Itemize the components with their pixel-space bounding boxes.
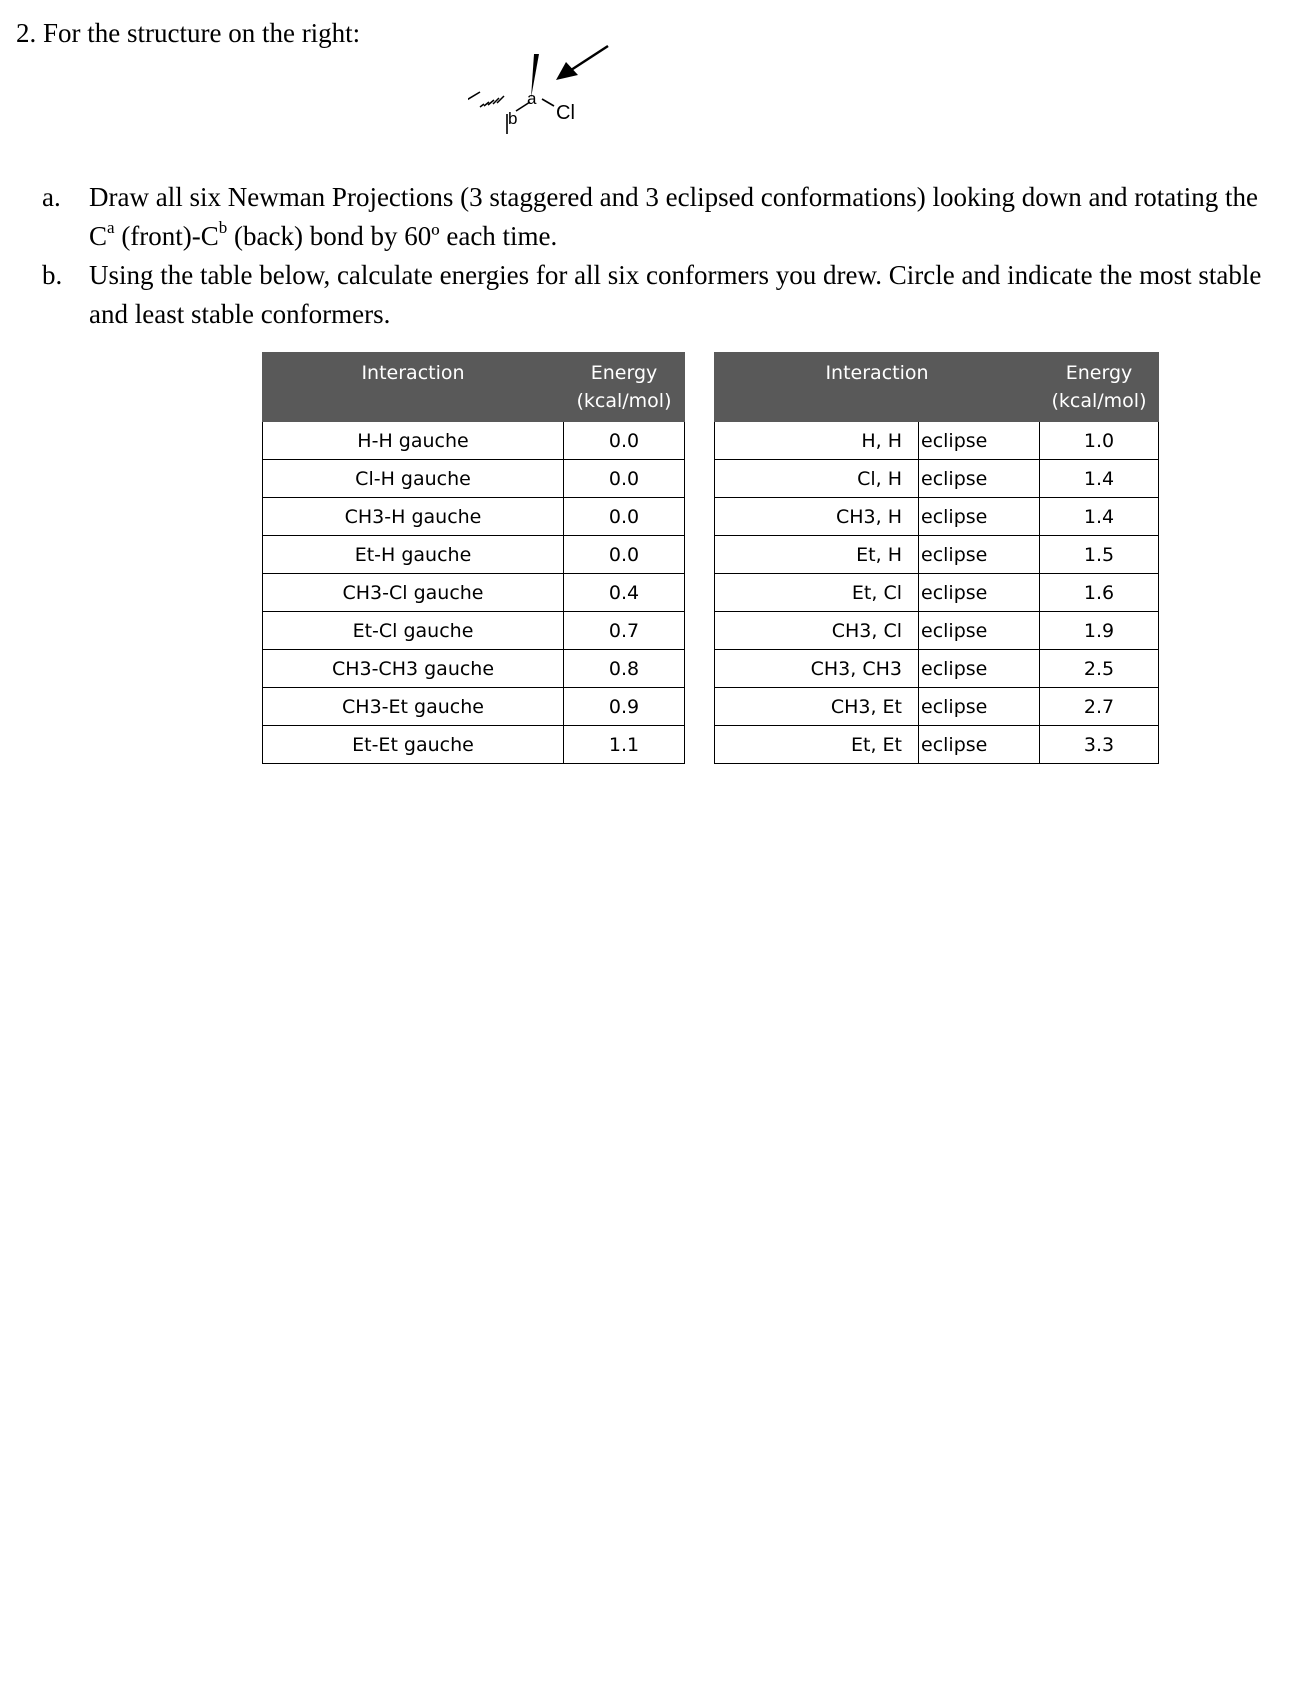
energy-cell: 3.3 bbox=[1040, 726, 1159, 764]
energy-cell: 0.0 bbox=[564, 422, 685, 460]
header-interaction: Interaction bbox=[715, 353, 1040, 422]
interaction-cell: Et-H gauche bbox=[263, 536, 564, 574]
interaction-cell: Cl-H gauche bbox=[263, 460, 564, 498]
groups-cell: CH3, CH3 bbox=[715, 650, 919, 688]
interaction-cell: CH3-Cl gauche bbox=[263, 574, 564, 612]
table-row bbox=[715, 498, 1159, 536]
dashed-wedge-bond bbox=[480, 96, 504, 107]
table-row bbox=[263, 498, 685, 536]
groups-cell: Et, Cl bbox=[715, 574, 919, 612]
interaction-cell: CH3-CH3 gauche bbox=[263, 650, 564, 688]
energy-cell: 0.9 bbox=[564, 688, 685, 726]
energy-cell: 0.8 bbox=[564, 650, 685, 688]
table-row bbox=[715, 612, 1159, 650]
part-a-text: Draw all six Newman Projections (3 staggered and 3 eclipsed conformations) looking down and rotating the $C^a$ $(front)-C^b$ (back) bond by 60º each time. bbox=[89, 182, 1258, 251]
type-cell: eclipse bbox=[919, 460, 1040, 498]
table-row bbox=[715, 688, 1159, 726]
label-cl: Cl bbox=[556, 102, 575, 124]
part-b-text: Using the table below, calculate energies for all six conformers you drew. Circle and indicate the most stable and least stable conformers. bbox=[89, 260, 1262, 329]
table-row bbox=[715, 574, 1159, 612]
table-row bbox=[715, 726, 1159, 764]
type-cell: eclipse bbox=[919, 650, 1040, 688]
energy-cell: 2.7 bbox=[1040, 688, 1159, 726]
arrow-pointer-icon bbox=[556, 46, 608, 80]
table-row bbox=[263, 536, 685, 574]
energy-cell: 1.6 bbox=[1040, 574, 1159, 612]
groups-cell: Et, H bbox=[715, 536, 919, 574]
header-interaction: Interaction bbox=[263, 353, 564, 422]
groups-cell: Et, Et bbox=[715, 726, 919, 764]
header-energy: Energy (kcal/mol) bbox=[564, 353, 685, 422]
gauche-energy-table bbox=[262, 352, 685, 764]
label-a: a bbox=[527, 89, 537, 108]
table-row bbox=[263, 612, 685, 650]
interaction-cell: Et-Et gauche bbox=[263, 726, 564, 764]
interaction-cell: H-H gauche bbox=[263, 422, 564, 460]
table-row bbox=[263, 726, 685, 764]
type-cell: eclipse bbox=[919, 422, 1040, 460]
header-energy: Energy (kcal/mol) bbox=[1040, 353, 1159, 422]
energy-cell: 0.0 bbox=[564, 536, 685, 574]
interaction-cell: CH3-Et gauche bbox=[263, 688, 564, 726]
interaction-cell: Et-Cl gauche bbox=[263, 612, 564, 650]
type-cell: eclipse bbox=[919, 574, 1040, 612]
table-row bbox=[715, 422, 1159, 460]
chemical-structure bbox=[468, 44, 668, 144]
table-header-row bbox=[715, 353, 1159, 422]
bond-left bbox=[468, 92, 480, 104]
type-cell: eclipse bbox=[919, 726, 1040, 764]
bond-a-cl bbox=[542, 99, 554, 106]
table-header-row bbox=[263, 353, 685, 422]
energy-cell: 0.4 bbox=[564, 574, 685, 612]
groups-cell: Cl, H bbox=[715, 460, 919, 498]
type-cell: eclipse bbox=[919, 498, 1040, 536]
table-row bbox=[715, 536, 1159, 574]
energy-cell: 0.0 bbox=[564, 498, 685, 536]
table-row bbox=[715, 460, 1159, 498]
table-row bbox=[263, 650, 685, 688]
energy-cell: 2.5 bbox=[1040, 650, 1159, 688]
question-title: 2. For the structure on the right: bbox=[16, 18, 361, 48]
energy-cell: 1.1 bbox=[564, 726, 685, 764]
groups-cell: CH3, Et bbox=[715, 688, 919, 726]
table-row bbox=[263, 574, 685, 612]
part-b-label: b. bbox=[42, 260, 63, 290]
groups-cell: CH3, Cl bbox=[715, 612, 919, 650]
groups-cell: CH3, H bbox=[715, 498, 919, 536]
interaction-cell: CH3-H gauche bbox=[263, 498, 564, 536]
energy-cell: 1.9 bbox=[1040, 612, 1159, 650]
eclipse-energy-table bbox=[714, 352, 1159, 764]
energy-cell: 0.7 bbox=[564, 612, 685, 650]
part-a-label: a. bbox=[42, 182, 61, 212]
type-cell: eclipse bbox=[919, 688, 1040, 726]
type-cell: eclipse bbox=[919, 536, 1040, 574]
table-row bbox=[263, 688, 685, 726]
label-b: b bbox=[508, 109, 518, 128]
energy-cell: 1.4 bbox=[1040, 460, 1159, 498]
energy-cell: 0.0 bbox=[564, 460, 685, 498]
energy-cell: 1.5 bbox=[1040, 536, 1159, 574]
groups-cell: H, H bbox=[715, 422, 919, 460]
energy-cell: 1.4 bbox=[1040, 498, 1159, 536]
type-cell: eclipse bbox=[919, 612, 1040, 650]
table-row bbox=[715, 650, 1159, 688]
energy-cell: 1.0 bbox=[1040, 422, 1159, 460]
table-row bbox=[263, 460, 685, 498]
table-row bbox=[263, 422, 685, 460]
